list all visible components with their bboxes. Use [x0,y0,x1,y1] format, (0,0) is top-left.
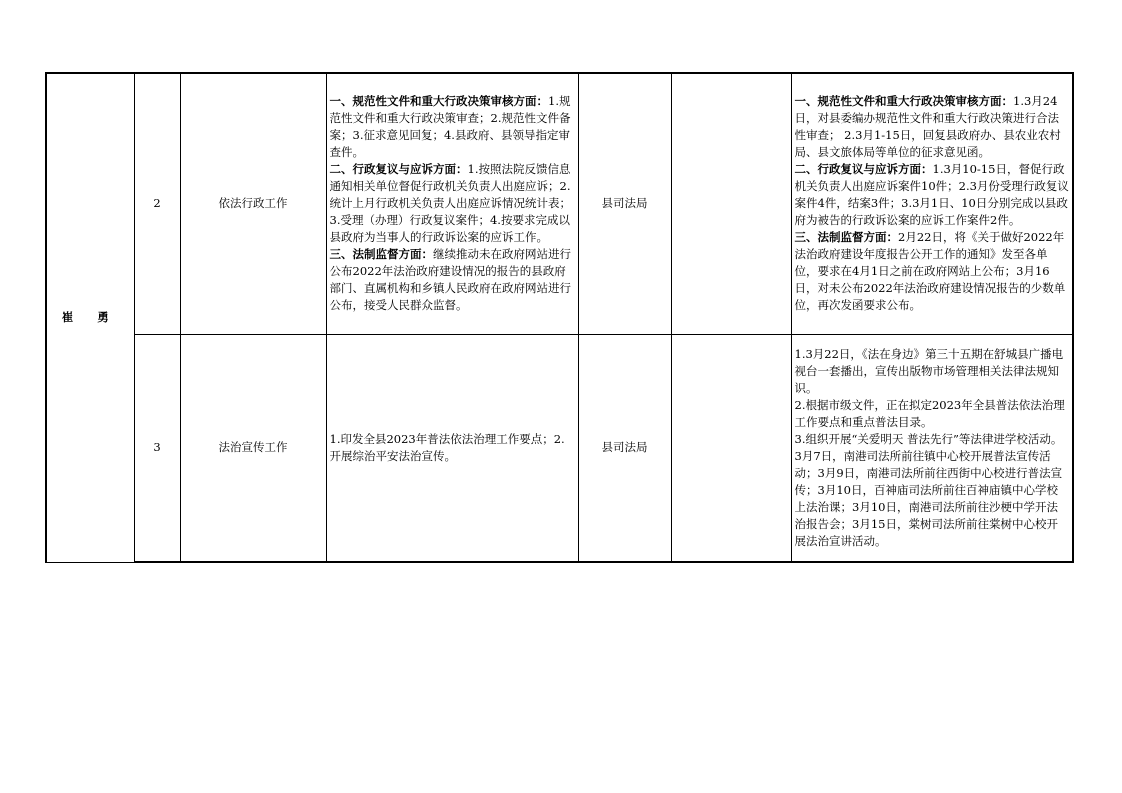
department-cell: 县司法局 [578,73,671,334]
plan-paragraph [330,246,575,314]
plan-paragraph [330,93,575,161]
progress-cell [791,73,1073,334]
plan-heading: 三、法制监督方面： [329,247,433,262]
progress-text: 1.3月24日，对县委编办规范性文件和重大行政决策进行合法性审查； 2.3月1-15日，回复县政府办、县农业农村局、县文旅体局等单位的征求意见函。 [794,94,1061,160]
progress-paragraph [795,93,1070,161]
table-row [46,334,1073,562]
progress-paragraph: 1.3月22日，《法在身边》第三十五期在舒城县广播电视台一套播出，宣传出版物市场管理相关法律法规知识。 [794,346,1064,395]
plan-text: 1.规范性文件和重大行政决策审查；2.规范性文件备案；3.征求意见回复；4.县政府、县领导指定审查件。 [329,94,571,160]
table-row [46,73,1073,334]
progress-heading: 二、行政复议与应诉方面： [794,162,933,177]
department-cell: 县司法局 [578,334,671,562]
blank-cell [671,73,791,334]
progress-text: 1.3月10-15日，督促行政机关负责人出庭应诉案件10件；2.3月份受理行政复议案件4件，结案3件；3.3月1日、10日分别完成以县政府为被告的行政诉讼案的应诉工作案件2件。 [794,162,1069,228]
progress-paragraph [795,229,1070,314]
plan-cell: 1.印发全县2023年普法依法治理工作要点；2.开展综治平安法治宣传。 [326,334,578,562]
progress-paragraph: 2.根据市级文件，正在拟定2023年全县普法依法治理工作要点和重点普法目录。 [794,397,1065,429]
leader-name-cell: 崔 勇 [46,73,134,562]
plan-heading: 二、行政复议与应诉方面： [329,162,468,177]
plan-text: 继续推动未在政府网站进行公布2022年法治政府建设情况的报告的县政府部门、直属机构和乡镇人民政府在政府网站进行公布，接受人民群众监督。 [329,247,571,313]
blank-cell [671,334,791,562]
plan-heading: 一、规范性文件和重大行政决策审核方面： [329,94,548,109]
plan-text: 1.按照法院反馈信息通知相关单位督促行政机关负责人出庭应诉；2.统计上月行政机关负责人出庭应诉情况统计表；3.受理（办理）行政复议案件；4.按要求完成以县政府为当事人的行政诉讼案的应诉工作。 [329,162,571,245]
plan-cell [326,73,578,334]
progress-cell [791,334,1073,562]
plan-paragraph [330,161,575,246]
task-name-cell: 依法行政工作 [180,73,326,334]
progress-heading: 一、规范性文件和重大行政决策审核方面： [794,94,1013,109]
progress-paragraph [795,161,1070,229]
progress-heading: 三、法制监督方面： [794,230,898,245]
row-index-cell: 3 [134,334,180,562]
work-table [45,72,1074,563]
progress-text: 2月22日，将《关于做好2022年法治政府建设年度报告公开工作的通知》发至各单位，要求在4月1日之前在政府网站上公布；3月16日，对未公布2022年法治政府建设情况报告的少数单位，再次发函要求公布。 [794,230,1066,313]
task-name-cell: 法治宣传工作 [180,334,326,562]
progress-paragraph: 3.组织开展“关爱明天 普法先行”等法律进学校活动。3月7日，南港司法所前往镇中心校开展普法宣传活动；3月9日，南港司法所前往西街中心校进行普法宣传；3月10日，百神庙司法所前往百神庙镇中心学校上法治课；3月10日，南港司法所前往沙梗中学开法治报告会；3月15日，棠树司法所前往棠树中心校开展法治宣讲活动。 [794,431,1063,548]
row-index-cell: 2 [134,73,180,334]
